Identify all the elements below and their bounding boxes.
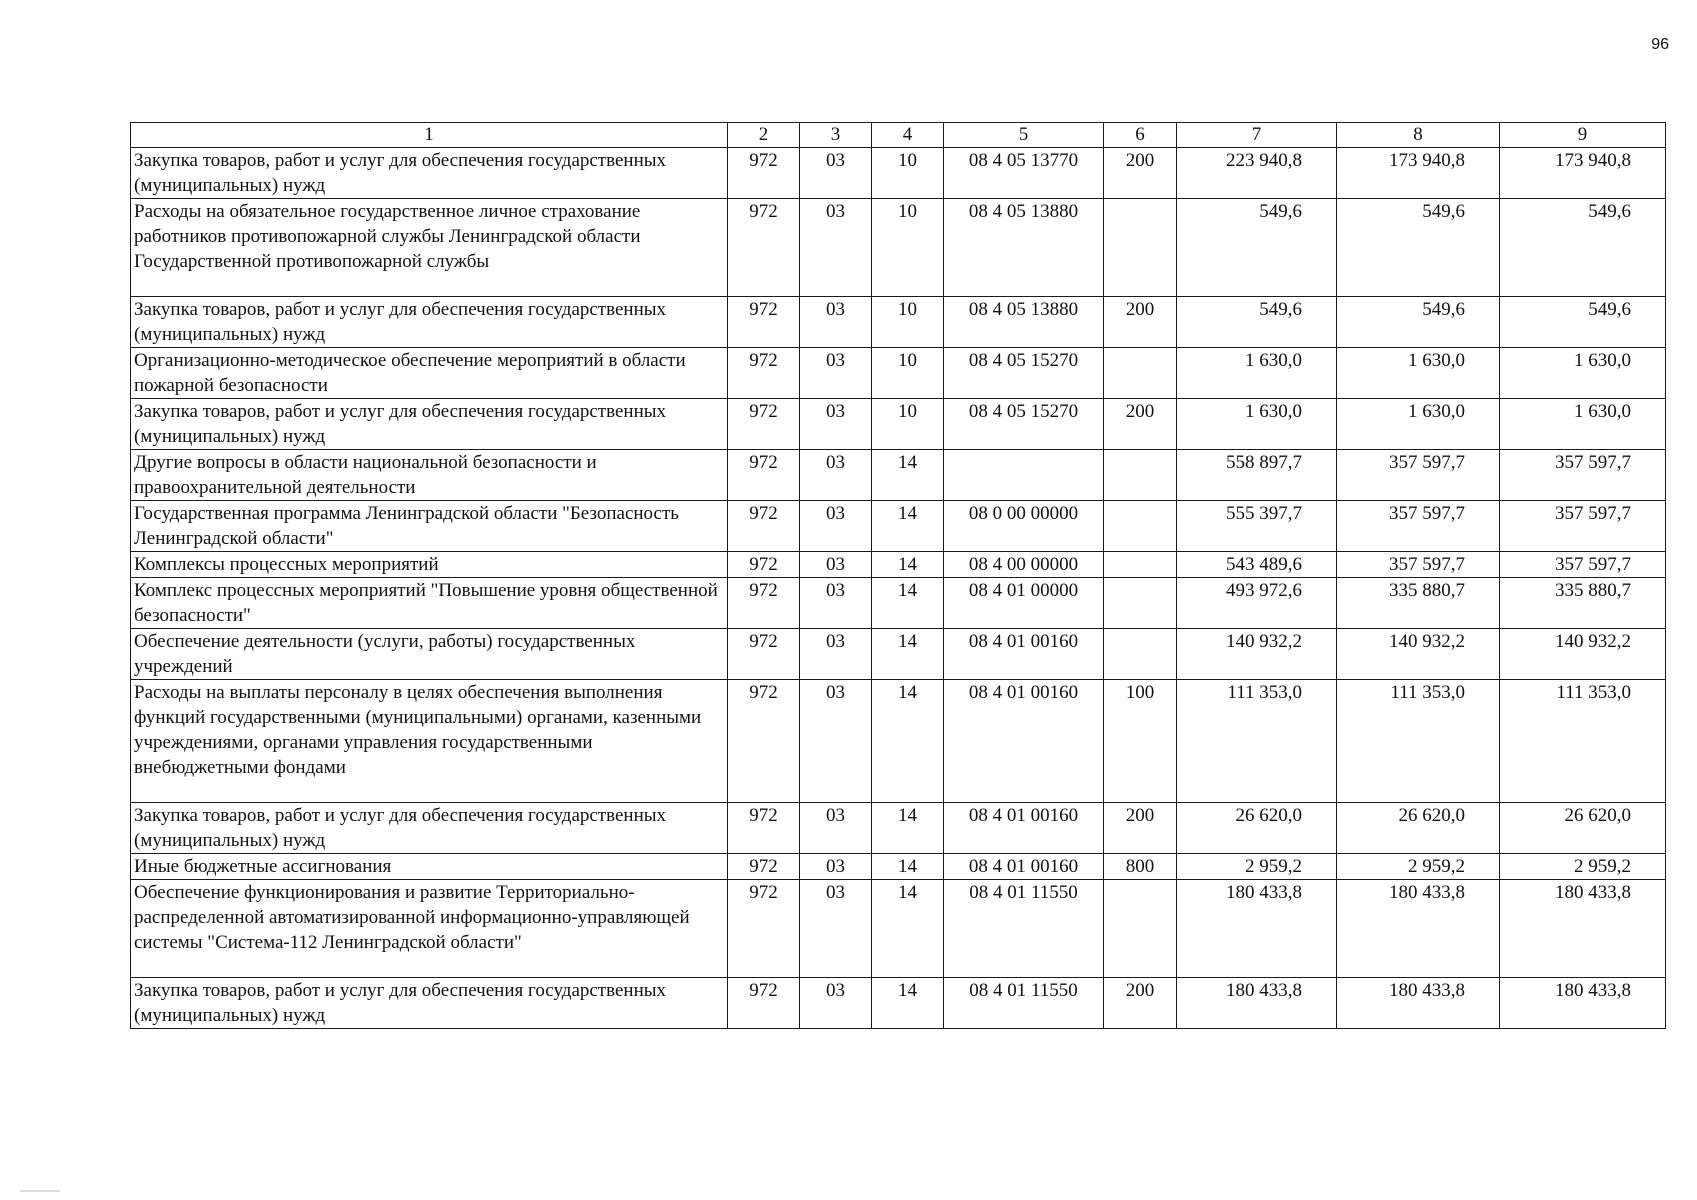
cell-grbs: 972	[728, 552, 800, 578]
cell-year-1: 26 620,0	[1177, 803, 1337, 854]
cell-year-1: 1 630,0	[1177, 348, 1337, 399]
cell-name: Закупка товаров, работ и услуг для обеспечения государственных (муниципальных) нужд	[131, 803, 728, 854]
cell-pr: 10	[872, 348, 944, 399]
cell-grbs: 972	[728, 399, 800, 450]
cell-grbs: 972	[728, 348, 800, 399]
table-row	[131, 854, 1666, 880]
table-row	[131, 348, 1666, 399]
cell-pr: 10	[872, 297, 944, 348]
cell-name: Расходы на обязательное государственное личное страхование работников противопожарной службы Ленинградской области Государственной противопожарной службы	[131, 199, 728, 297]
cell-name: Закупка товаров, работ и услуг для обеспечения государственных (муниципальных) нужд	[131, 148, 728, 199]
cell-year-3: 1 630,0	[1500, 348, 1666, 399]
cell-rz: 03	[800, 578, 872, 629]
header-col-4: 4	[872, 123, 944, 148]
cell-year-3: 1 630,0	[1500, 399, 1666, 450]
cell-grbs: 972	[728, 880, 800, 978]
cell-year-2: 1 630,0	[1337, 399, 1500, 450]
table-row	[131, 552, 1666, 578]
cell-year-1: 543 489,6	[1177, 552, 1337, 578]
cell-vr	[1104, 199, 1177, 297]
cell-year-1: 180 433,8	[1177, 880, 1337, 978]
cell-year-2: 1 630,0	[1337, 348, 1500, 399]
cell-year-2: 26 620,0	[1337, 803, 1500, 854]
header-col-7: 7	[1177, 123, 1337, 148]
cell-csr: 08 0 00 00000	[944, 501, 1104, 552]
cell-year-3: 140 932,2	[1500, 629, 1666, 680]
cell-year-3: 111 353,0	[1500, 680, 1666, 803]
table-row	[131, 880, 1666, 978]
header-col-8: 8	[1337, 123, 1500, 148]
cell-year-3: 549,6	[1500, 297, 1666, 348]
cell-year-3: 357 597,7	[1500, 552, 1666, 578]
cell-year-2: 173 940,8	[1337, 148, 1500, 199]
cell-pr: 14	[872, 854, 944, 880]
cell-grbs: 972	[728, 854, 800, 880]
cell-year-3: 2 959,2	[1500, 854, 1666, 880]
cell-year-3: 180 433,8	[1500, 978, 1666, 1029]
cell-year-1: 140 932,2	[1177, 629, 1337, 680]
cell-year-2: 111 353,0	[1337, 680, 1500, 803]
cell-grbs: 972	[728, 629, 800, 680]
cell-rz: 03	[800, 629, 872, 680]
scan-artifact	[20, 1190, 60, 1192]
cell-year-2: 357 597,7	[1337, 450, 1500, 501]
cell-rz: 03	[800, 803, 872, 854]
cell-grbs: 972	[728, 297, 800, 348]
header-col-3: 3	[800, 123, 872, 148]
cell-year-2: 2 959,2	[1337, 854, 1500, 880]
cell-year-2: 140 932,2	[1337, 629, 1500, 680]
cell-grbs: 972	[728, 803, 800, 854]
cell-csr: 08 4 01 11550	[944, 880, 1104, 978]
cell-vr: 200	[1104, 803, 1177, 854]
table-row	[131, 501, 1666, 552]
cell-pr: 14	[872, 450, 944, 501]
cell-csr: 08 4 05 13770	[944, 148, 1104, 199]
table-row	[131, 399, 1666, 450]
cell-name: Комплекс процессных мероприятий "Повышение уровня общественной безопасности"	[131, 578, 728, 629]
cell-year-1: 223 940,8	[1177, 148, 1337, 199]
cell-grbs: 972	[728, 450, 800, 501]
header-col-6: 6	[1104, 123, 1177, 148]
cell-name: Организационно-методическое обеспечение мероприятий в области пожарной безопасности	[131, 348, 728, 399]
cell-rz: 03	[800, 450, 872, 501]
cell-name: Закупка товаров, работ и услуг для обеспечения государственных (муниципальных) нужд	[131, 978, 728, 1029]
table-row	[131, 148, 1666, 199]
cell-year-3: 335 880,7	[1500, 578, 1666, 629]
header-col-2: 2	[728, 123, 800, 148]
cell-grbs: 972	[728, 978, 800, 1029]
cell-vr	[1104, 880, 1177, 978]
cell-year-3: 549,6	[1500, 199, 1666, 297]
cell-vr	[1104, 348, 1177, 399]
header-row	[131, 123, 1666, 148]
cell-rz: 03	[800, 148, 872, 199]
cell-year-1: 111 353,0	[1177, 680, 1337, 803]
cell-rz: 03	[800, 199, 872, 297]
table-row	[131, 978, 1666, 1029]
cell-grbs: 972	[728, 501, 800, 552]
cell-pr: 10	[872, 399, 944, 450]
cell-name: Другие вопросы в области национальной безопасности и правоохранительной деятельности	[131, 450, 728, 501]
cell-vr: 200	[1104, 978, 1177, 1029]
cell-rz: 03	[800, 552, 872, 578]
cell-name: Закупка товаров, работ и услуг для обеспечения государственных (муниципальных) нужд	[131, 297, 728, 348]
table-row	[131, 578, 1666, 629]
cell-grbs: 972	[728, 578, 800, 629]
budget-table	[130, 122, 1666, 1029]
cell-csr: 08 4 00 00000	[944, 552, 1104, 578]
cell-csr: 08 4 01 00160	[944, 803, 1104, 854]
cell-pr: 10	[872, 148, 944, 199]
cell-year-2: 357 597,7	[1337, 552, 1500, 578]
cell-name: Комплексы процессных мероприятий	[131, 552, 728, 578]
cell-year-1: 1 630,0	[1177, 399, 1337, 450]
table-row	[131, 680, 1666, 803]
cell-pr: 10	[872, 199, 944, 297]
cell-pr: 14	[872, 880, 944, 978]
cell-name: Закупка товаров, работ и услуг для обеспечения государственных (муниципальных) нужд	[131, 399, 728, 450]
table-row	[131, 629, 1666, 680]
cell-year-1: 493 972,6	[1177, 578, 1337, 629]
cell-grbs: 972	[728, 680, 800, 803]
cell-pr: 14	[872, 501, 944, 552]
cell-rz: 03	[800, 978, 872, 1029]
table-header	[131, 123, 1666, 148]
cell-rz: 03	[800, 880, 872, 978]
cell-year-1: 549,6	[1177, 199, 1337, 297]
cell-year-1: 555 397,7	[1177, 501, 1337, 552]
cell-grbs: 972	[728, 199, 800, 297]
cell-year-2: 180 433,8	[1337, 880, 1500, 978]
cell-year-1: 558 897,7	[1177, 450, 1337, 501]
cell-pr: 14	[872, 680, 944, 803]
cell-grbs: 972	[728, 148, 800, 199]
cell-csr: 08 4 01 00160	[944, 629, 1104, 680]
header-col-9: 9	[1500, 123, 1666, 148]
cell-csr: 08 4 01 11550	[944, 978, 1104, 1029]
cell-csr: 08 4 01 00000	[944, 578, 1104, 629]
cell-rz: 03	[800, 399, 872, 450]
cell-pr: 14	[872, 803, 944, 854]
cell-pr: 14	[872, 578, 944, 629]
cell-year-1: 2 959,2	[1177, 854, 1337, 880]
cell-rz: 03	[800, 348, 872, 399]
cell-csr: 08 4 05 13880	[944, 297, 1104, 348]
cell-csr: 08 4 01 00160	[944, 680, 1104, 803]
cell-vr	[1104, 629, 1177, 680]
cell-rz: 03	[800, 501, 872, 552]
cell-vr	[1104, 578, 1177, 629]
cell-csr: 08 4 05 13880	[944, 199, 1104, 297]
table-row	[131, 450, 1666, 501]
cell-csr: 08 4 01 00160	[944, 854, 1104, 880]
cell-vr: 800	[1104, 854, 1177, 880]
table-body	[131, 148, 1666, 1029]
table-row	[131, 803, 1666, 854]
cell-pr: 14	[872, 552, 944, 578]
cell-year-3: 357 597,7	[1500, 450, 1666, 501]
cell-name: Обеспечение деятельности (услуги, работы) государственных учреждений	[131, 629, 728, 680]
cell-rz: 03	[800, 854, 872, 880]
cell-pr: 14	[872, 629, 944, 680]
cell-csr	[944, 450, 1104, 501]
cell-year-2: 549,6	[1337, 297, 1500, 348]
cell-vr: 100	[1104, 680, 1177, 803]
table-row	[131, 199, 1666, 297]
cell-year-2: 549,6	[1337, 199, 1500, 297]
cell-vr: 200	[1104, 297, 1177, 348]
cell-year-1: 180 433,8	[1177, 978, 1337, 1029]
cell-name: Обеспечение функционирования и развитие Территориально-распределенной автоматизированной информационно-управляющей системы "Система-112 Ленинградской области"	[131, 880, 728, 978]
cell-year-1: 549,6	[1177, 297, 1337, 348]
cell-year-2: 180 433,8	[1337, 978, 1500, 1029]
cell-vr: 200	[1104, 399, 1177, 450]
cell-vr	[1104, 501, 1177, 552]
header-col-5: 5	[944, 123, 1104, 148]
cell-year-2: 357 597,7	[1337, 501, 1500, 552]
cell-vr: 200	[1104, 148, 1177, 199]
cell-name: Расходы на выплаты персоналу в целях обеспечения выполнения функций государственными (муниципальными) органами, казенными учреждениями, органами управления государственными внебюджетными фондами	[131, 680, 728, 803]
cell-rz: 03	[800, 297, 872, 348]
page-number: 96	[1651, 36, 1669, 53]
cell-year-3: 173 940,8	[1500, 148, 1666, 199]
header-col-1: 1	[131, 123, 728, 148]
cell-vr	[1104, 450, 1177, 501]
cell-rz: 03	[800, 680, 872, 803]
cell-year-2: 335 880,7	[1337, 578, 1500, 629]
cell-year-3: 180 433,8	[1500, 880, 1666, 978]
cell-name: Государственная программа Ленинградской области "Безопасность Ленинградской области"	[131, 501, 728, 552]
cell-name: Иные бюджетные ассигнования	[131, 854, 728, 880]
cell-vr	[1104, 552, 1177, 578]
table-row	[131, 297, 1666, 348]
cell-pr: 14	[872, 978, 944, 1029]
cell-csr: 08 4 05 15270	[944, 399, 1104, 450]
cell-year-3: 357 597,7	[1500, 501, 1666, 552]
cell-year-3: 26 620,0	[1500, 803, 1666, 854]
cell-csr: 08 4 05 15270	[944, 348, 1104, 399]
